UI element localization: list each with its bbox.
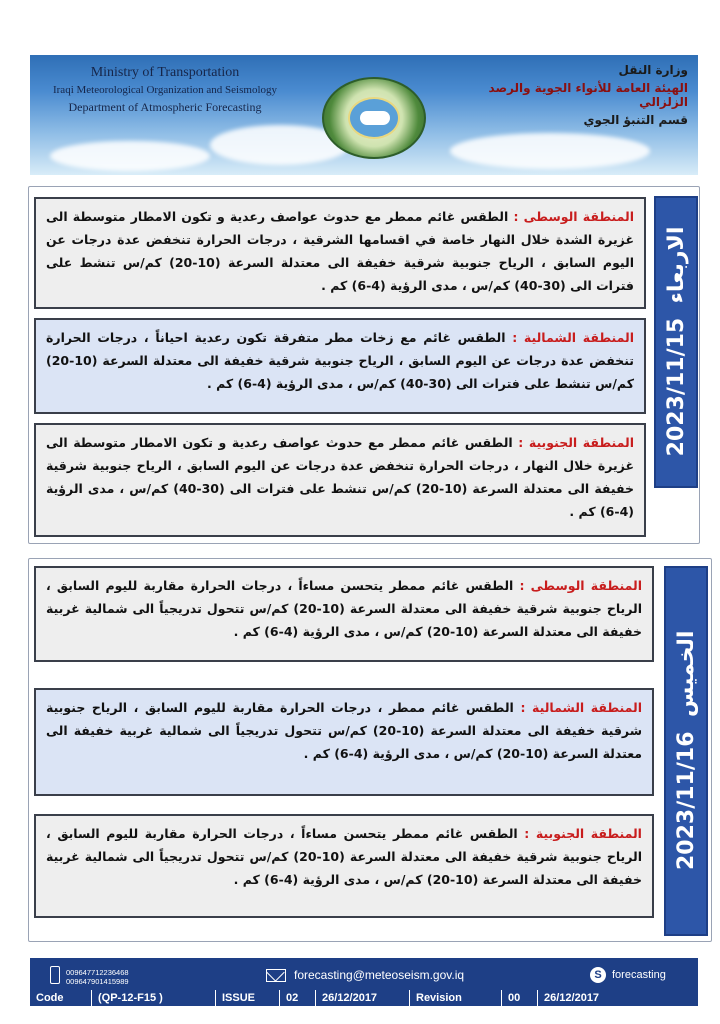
- region-label: المنطقة الوسطى :: [513, 209, 634, 224]
- code-label: Code: [30, 990, 92, 1006]
- forecast-text: الطقس غائم ممطر ، درجات الحرارة مقاربة لليوم السابق ، الرياح جنوبية شرقية خفيفة الى معتدلة السرعة (10-20) كم/س تتحول تدريجياً الى شمالية غربية خفيفة الى معتدلة السرعة (10-20) كم/س ، مدى الرؤية (4-6) كم .: [46, 700, 642, 761]
- footer: [30, 958, 698, 1006]
- forecast-box-south-1: [34, 423, 646, 537]
- day-name: الاربعاء: [663, 227, 689, 305]
- issue-date: 26/12/2017: [316, 990, 410, 1006]
- email-address[interactable]: forecasting@meteoseism.gov.iq: [294, 968, 465, 982]
- forecast-text: الطقس غائم ممطر مع حدوث عواصف رعدية و تكون الامطار متوسطة الى غزيرة خلال النهار ، درجات الحرارة تنخفض عدة درجات عن اليوم السابق ، الرياح جنوبية شرقية خفيفة الى معتدلة السرعة (10-20) كم/س تنشط على فترات الى (30-40) كم/س ، مدى الرؤية (4-6) كم .: [46, 435, 635, 519]
- phone-icon: [50, 966, 60, 984]
- day-bar-1: [654, 196, 698, 488]
- phone-numbers: [66, 968, 129, 986]
- day-name: الخميس: [673, 631, 699, 718]
- forecast-box-south-2: [34, 814, 654, 918]
- code-value: (QP-12-F15 ): [92, 990, 216, 1006]
- phone-number: 009647712236468: [66, 968, 129, 977]
- organization-en: Iraqi Meteorological Organization and Seismology: [52, 84, 278, 96]
- email-icon: [266, 969, 286, 982]
- forecast-box-north-2: [34, 688, 654, 796]
- issue-label: ISSUE: [216, 990, 280, 1006]
- revision-value: 00: [502, 990, 538, 1006]
- forecast-text: الطقس غائم ممطر يتحسن مساءاً ، درجات الحرارة مقاربة لليوم السابق ، الرياح جنوبية شرقية خفيفة الى معتدلة السرعة (10-20) كم/س تتحول تدريجياً الى شمالية غربية خفيفة الى معتدلة السرعة (10-20) كم/س ، مدى الرؤية (4-6) كم .: [46, 826, 642, 887]
- region-label: المنطقة الوسطى :: [519, 578, 642, 593]
- ministry-en: Ministry of Transportation: [90, 65, 240, 80]
- revision-label: Revision: [410, 990, 502, 1006]
- document-control-bar: [30, 990, 698, 1006]
- day-date: 2023/11/16: [673, 731, 699, 871]
- department-en: Department of Atmospheric Forecasting: [68, 100, 262, 114]
- forecast-box-central-1: [34, 197, 646, 309]
- header-english: [40, 65, 290, 115]
- forecast-text: الطقس غائم مع زخات مطر متفرقة تكون رعدية احياناً ، درجات الحرارة تنخفض عدة درجات عن اليوم السابق ، الرياح جنوبية شرقية خفيفة الى معتدلة السرعة (10-20) كم/س تنشط على فترات الى (30-40) كم/س ، مدى الرؤية (4-6) كم .: [46, 330, 634, 391]
- cloud-decoration: [450, 133, 650, 169]
- header-banner: [30, 55, 698, 175]
- skype-handle[interactable]: forecasting: [612, 969, 666, 981]
- email-contact[interactable]: [266, 968, 464, 982]
- forecast-text: الطقس غائم ممطر يتحسن مساءاً ، درجات الحرارة مقاربة لليوم السابق ، الرياح جنوبية شرقية خفيفة الى معتدلة السرعة (10-20) كم/س تتحول تدريجياً الى شمالية غربية خفيفة الى معتدلة السرعة (10-20) كم/س ، مدى الرؤية (4-6) كم .: [46, 578, 642, 639]
- ministry-ar: وزارة النقل: [618, 63, 688, 77]
- department-ar: قسم التنبؤ الجوي: [583, 113, 688, 127]
- revision-date: 26/12/2017: [544, 992, 600, 1004]
- issue-value: 02: [280, 990, 316, 1006]
- header-arabic: [448, 63, 688, 127]
- forecast-text: الطقس غائم ممطر مع حدوث عواصف رعدية و تكون الامطار متوسطة الى غزيرة الشدة خلال النهار خاصة في اقسامها الشرقية ، درجات الحرارة تنخفض عدة درجات عن اليوم السابق ، الرياح جنوبية شرقية خفيفة الى معتدلة السرعة (10-20) كم/س تنشط على فترات الى (30-40) كم/س ، مدى الرؤية (4-6) كم .: [46, 209, 635, 293]
- region-label: المنطقة الجنوبية :: [518, 435, 634, 450]
- skype-icon: S: [590, 967, 606, 983]
- cloud-decoration: [50, 141, 210, 171]
- region-label: المنطقة الجنوبية :: [524, 826, 642, 841]
- day-date: 2023/11/15: [663, 318, 689, 457]
- day-bar-2: [664, 566, 708, 936]
- phone-number: 009647901415989: [66, 977, 129, 986]
- forecast-box-central-2: [34, 566, 654, 662]
- organization-ar: الهيئة العامة للأنواء الجوية والرصد الزلزالي: [488, 81, 688, 109]
- organization-logo: [322, 77, 426, 159]
- skype-contact[interactable]: [590, 967, 666, 983]
- forecast-box-north-1: [34, 318, 646, 414]
- region-label: المنطقة الشمالية :: [512, 330, 634, 345]
- region-label: المنطقة الشمالية :: [520, 700, 642, 715]
